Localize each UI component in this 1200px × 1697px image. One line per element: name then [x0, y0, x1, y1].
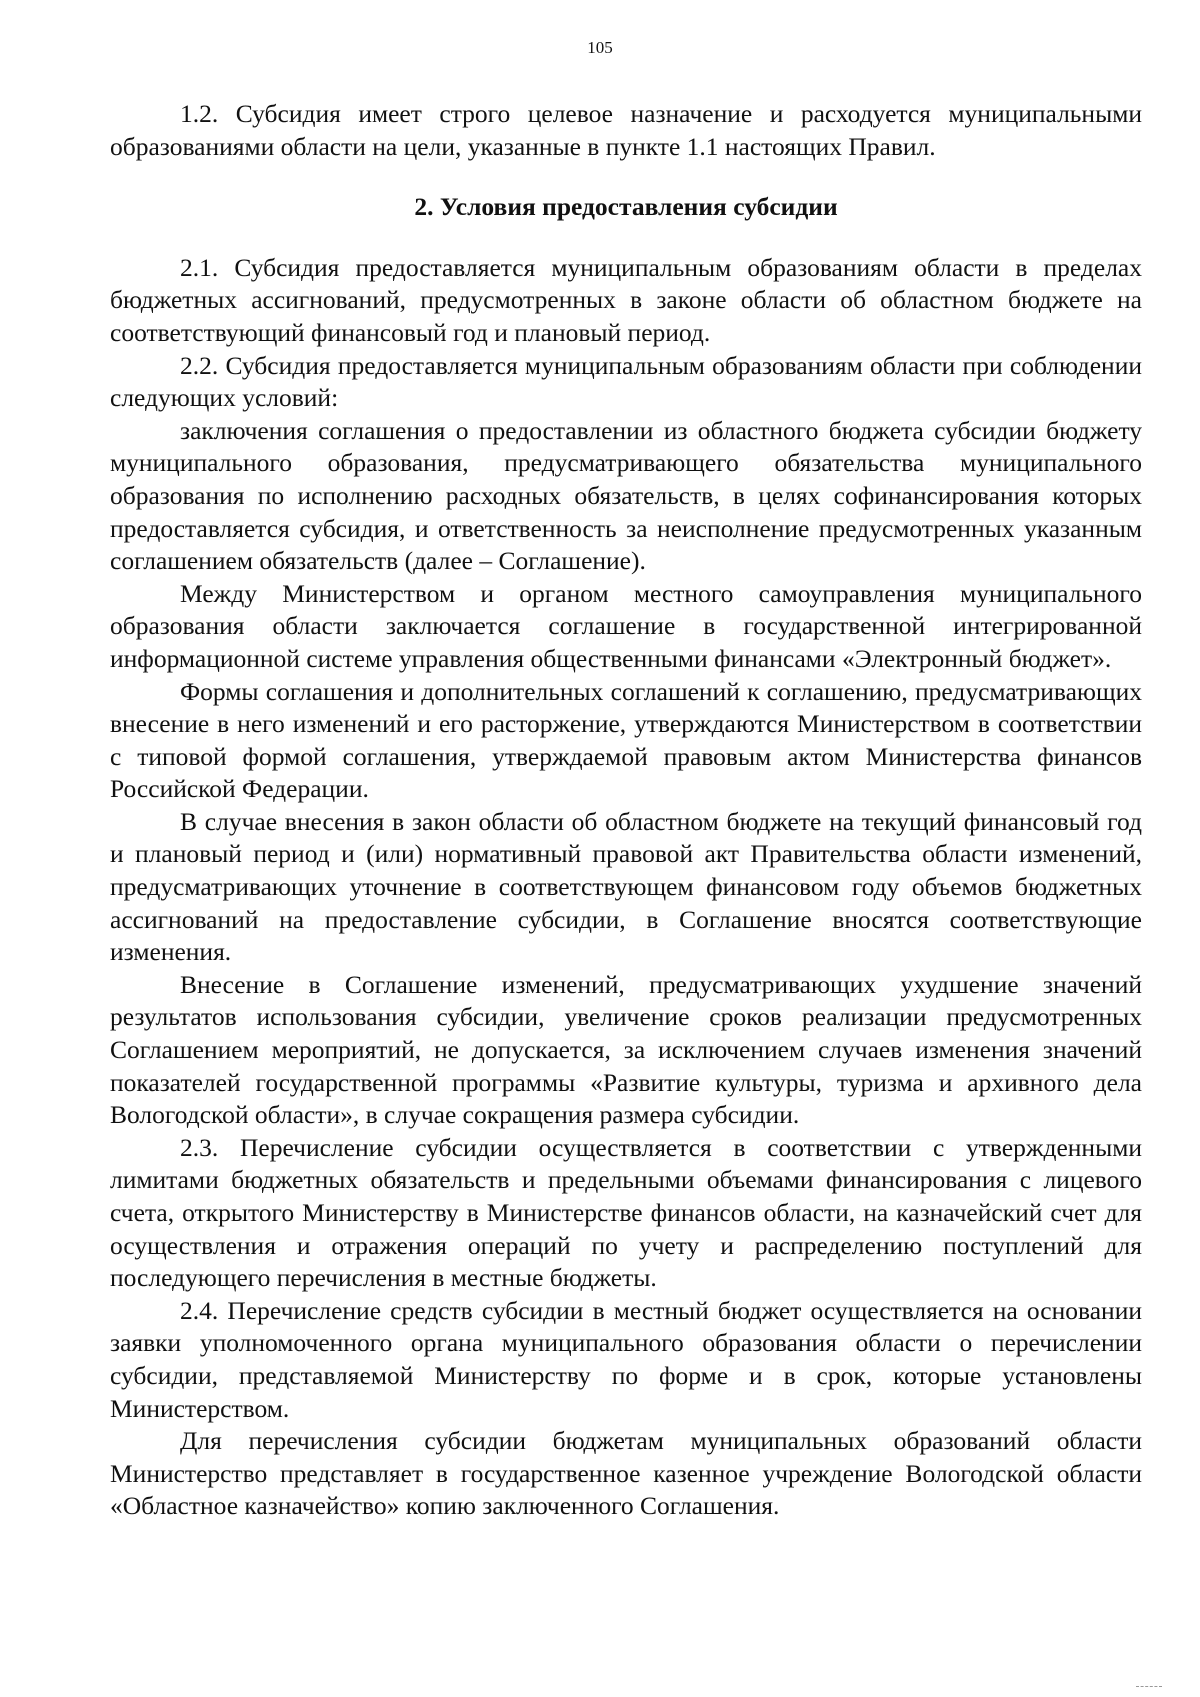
page-number: 105 [587, 38, 613, 57]
document-body [110, 98, 1142, 1523]
paragraph-2-2: 2.2. Субсидия предоставляется муниципальным образованиям области при соблюдении следующих условий: [110, 350, 1142, 413]
paragraph-1-2: 1.2. Субсидия имеет строго целевое назначение и расходуется муниципальными образованиями области на цели, указанные в пункте 1.1 настоящих Правил. [110, 99, 1142, 161]
paragraph-agreement-amendments: Внесение в Соглашение изменений, предусматривающих ухудшение значений результатов использования субсидии, увеличение сроков реализации предусмотренных Соглашением мероприятий, не допускается, за исключением случаев изменения значений показателей государственной программы «Развитие культуры, туризма и архивного дела Вологодской области», в случае сокращения размера субсидии. [110, 969, 1142, 1130]
paragraph-2-3: 2.3. Перечисление субсидии осуществляется в соответствии с утвержденными лимитами бюджетных обязательств и предельными объемами финансирования с лицевого счета, открытого Министерству в Министерстве финансов области, на казначейский счет для осуществления и отражения операций по учету и распределению поступлений для последующего перечисления в местные бюджеты. [110, 1132, 1142, 1293]
scan-edge-mark [1136, 1686, 1162, 1691]
paragraph-2-1: 2.1. Субсидия предоставляется муниципальным образованиям области в пределах бюджетных ассигнований, предусмотренных в законе области об областном бюджете на соответствующий финансовый год и плановый период. [110, 252, 1142, 347]
paragraph-agreement-system: Между Министерством и органом местного самоуправления муниципального образования области заключается соглашение в государственной интегрированной информационной системе управления общественными финансами «Электронный бюджет». [110, 578, 1142, 673]
paragraph-2-2-condition: заключения соглашения о предоставлении из областного бюджета субсидии бюджету муниципального образования, предусматривающего обязательства муниципального образования по исполнению расходных обязательств, в целях софинансирования которых предоставляется субсидия, и ответственность за неисполнение предусмотренных указанным соглашением обязательств (далее – Соглашение). [110, 415, 1142, 576]
paragraph-treasury-copy: Для перечисления субсидии бюджетам муниципальных образований области Министерство представляет в государственное казенное учреждение Вологодской области «Областное казначейство» копию заключенного Соглашения. [110, 1426, 1142, 1521]
paragraph-agreement-forms: Формы соглашения и дополнительных соглашений к соглашению, предусматривающих внесение в него изменений и его расторжение, утверждаются Министерством в соответствии с типовой формой соглашения, утверждаемой правовым актом Министерства финансов Российской Федерации. [110, 676, 1142, 804]
paragraph-budget-changes: В случае внесения в закон области об областном бюджете на текущий финансовый год и плановый период и (или) нормативный правовой акт Правительства области изменений, предусматривающих уточнение в соответствующем финансовом году объемов бюджетных ассигнований на предоставление субсидии, в Соглашение вносятся соответствующие изменения. [110, 806, 1142, 967]
paragraph-2-4: 2.4. Перечисление средств субсидии в местный бюджет осуществляется на основании заявки уполномоченного органа муниципального образования области о перечислении субсидии, представляемой Министерству по форме и в срок, которые установлены Министерством. [110, 1295, 1142, 1423]
section-title: 2. Условия предоставления субсидии [414, 192, 838, 222]
